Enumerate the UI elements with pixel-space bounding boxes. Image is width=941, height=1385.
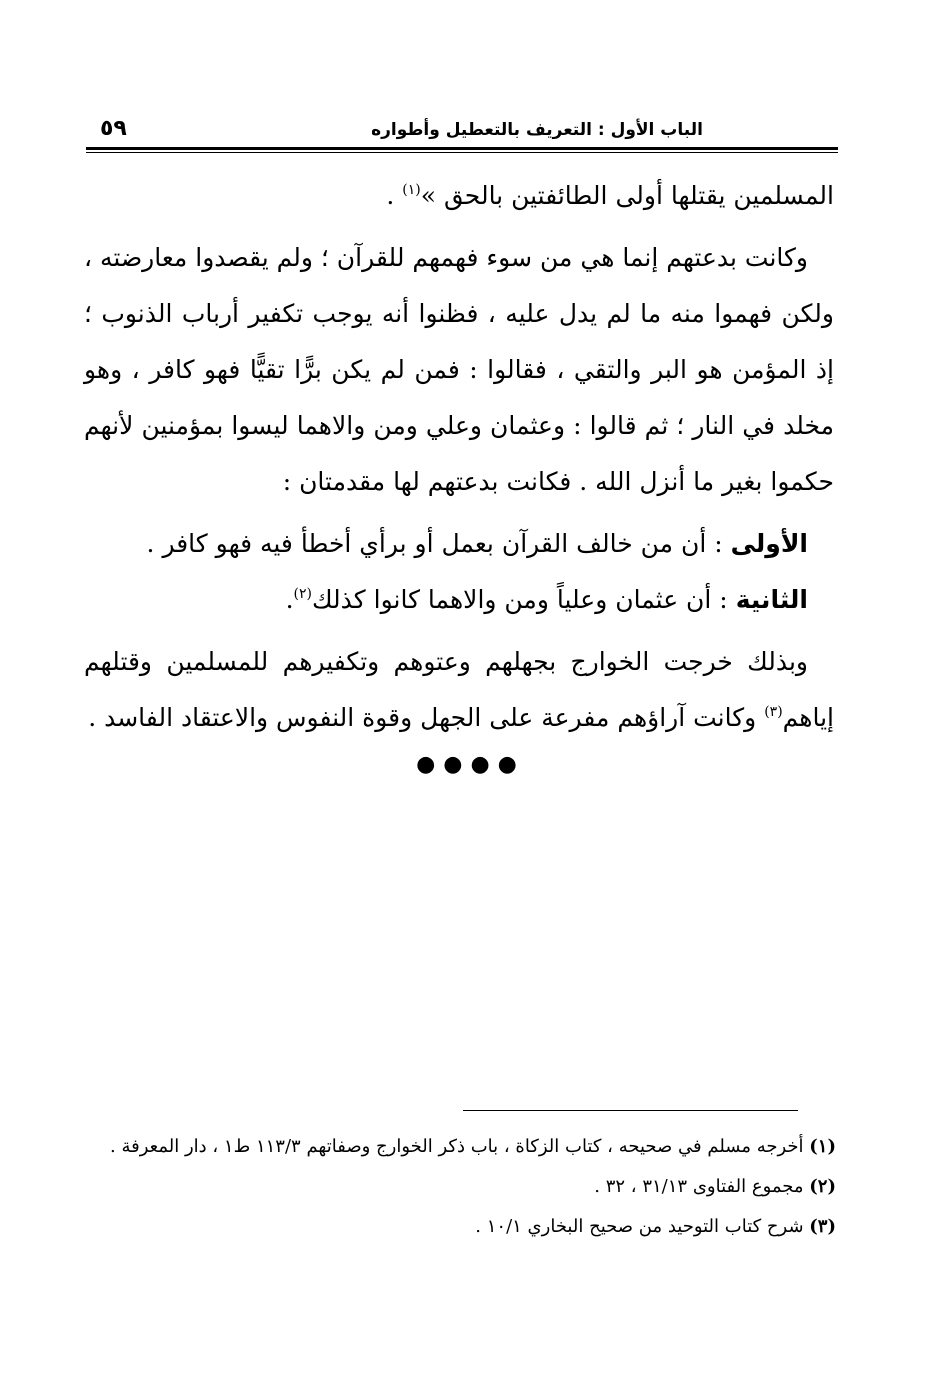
header-rule-thin bbox=[86, 152, 838, 153]
running-title: الباب الأول : التعريف بالتعطيل وأطواره bbox=[371, 120, 703, 140]
footnote-ref-3: (٣) bbox=[764, 704, 783, 720]
paragraph-1 bbox=[84, 168, 834, 224]
footnote-ref-2: (٢) bbox=[293, 586, 312, 602]
premise-first-text: : أن من خالف القرآن بعمل أو برأي أخطأ فيه فهو كافر . bbox=[146, 529, 731, 558]
footnote-rule bbox=[463, 1110, 798, 1111]
footnote-2-number: (٢) bbox=[809, 1176, 836, 1197]
paragraph-3-end: وكانت آراؤهم مفرعة على الجهل وقوة النفوس والاعتقاد الفاسد . bbox=[88, 703, 765, 732]
premise-first bbox=[84, 516, 834, 572]
premise-second bbox=[84, 572, 834, 628]
paragraph-3-text: وبذلك خرجت الخوارج بجهلهم وعتوهم وتكفيرهم للمسلمين وقتلهم إياهم bbox=[84, 647, 834, 732]
paragraph-1-end: . bbox=[386, 181, 403, 210]
premise-first-label: الأولى bbox=[730, 529, 808, 558]
premise-second-label: الثانية bbox=[735, 585, 808, 614]
paragraph-2: وكانت بدعتهم إنما هي من سوء فهمهم للقرآن ؛ ولم يقصدوا معارضته ، ولكن فهموا منه ما لم يدل عليه ، فظنوا أنه يوجب تكفير أرباب الذنوب ؛ إذ المؤمن هو البر والتقي ، فقالوا : فمن لم يكن برًّا تقيًّا فهو كافر ، وهو مخلد في النار ؛ ثم قالوا : وعثمان وعلي ومن والاهما ليسوا بمؤمنين لأنهم حكموا بغير ما أنزل الله . فكانت بدعتهم لها مقدمتان : bbox=[83, 243, 834, 496]
paragraph-1-text: المسلمين يقتلها أولى الطائفتين بالحق » bbox=[420, 181, 834, 210]
section-separator: ●●●● bbox=[416, 752, 525, 777]
paragraph-3 bbox=[84, 634, 834, 746]
footnote-2 bbox=[84, 1170, 836, 1204]
footnote-2-text: مجموع الفتاوى ٣١/١٣ ، ٣٢ . bbox=[594, 1176, 810, 1197]
page-number: ٥٩ bbox=[100, 116, 127, 141]
footnotes bbox=[84, 1130, 836, 1250]
footnote-3-number: (٣) bbox=[809, 1216, 836, 1237]
footnote-3 bbox=[84, 1210, 836, 1244]
footnote-ref-1: (١) bbox=[402, 182, 421, 198]
premise-second-text: : أن عثمان وعلياً ومن والاهما كانوا كذلك bbox=[311, 585, 736, 614]
footnote-1-number: (١) bbox=[809, 1136, 836, 1157]
footnote-3-text: شرح كتاب التوحيد من صحيح البخاري ١٠/١ . bbox=[475, 1216, 810, 1237]
footnote-1-text: أخرجه مسلم في صحيحه ، كتاب الزكاة ، باب ذكر الخوارج وصفاتهم ١١٣/٣ ط١ ، دار المعرفة . bbox=[110, 1136, 810, 1157]
premise-second-end: . bbox=[285, 585, 294, 614]
main-text bbox=[84, 168, 834, 746]
footnote-1 bbox=[84, 1130, 836, 1164]
header-rule-thick bbox=[86, 147, 838, 150]
running-head bbox=[86, 112, 838, 148]
